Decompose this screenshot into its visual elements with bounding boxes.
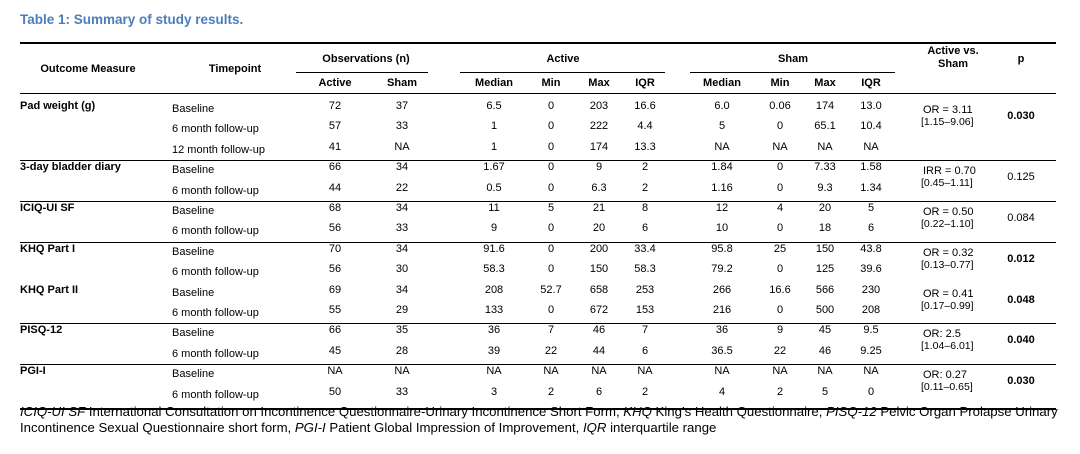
value-cell: 5 (867, 202, 875, 214)
header-subcolumn: Median (475, 77, 513, 89)
confidence-interval: [0.22–1.10] (921, 218, 974, 230)
p-value: 0.125 (1007, 171, 1035, 184)
value-cell: 52.7 (540, 283, 562, 296)
value-cell: 200 (589, 242, 609, 255)
header-subcolumn: Active (318, 77, 352, 89)
value-cell: NA (394, 140, 410, 153)
value-cell: 22 (773, 344, 787, 357)
value-cell: 13.3 (634, 140, 656, 153)
header-observations: Observations (n) (322, 53, 410, 65)
outcome-measure: KHQ Part II (20, 283, 79, 296)
value-cell: 9.5 (863, 324, 879, 337)
value-cell: NA (863, 140, 879, 153)
value-cell: 0 (776, 222, 784, 235)
footnote-definition: interquartile range (606, 420, 717, 435)
value-cell: 44 (328, 181, 342, 194)
timepoint: Baseline (172, 103, 215, 115)
timepoint: Baseline (172, 245, 215, 258)
value-cell: 66 (328, 161, 342, 174)
header-comparison-line1: Active vs. (927, 45, 979, 57)
value-cell: 5 (821, 385, 829, 398)
value-cell: 2 (641, 181, 649, 194)
confidence-interval: [1.15–9.06] (921, 116, 974, 128)
value-cell: 203 (589, 100, 609, 112)
header-subcolumn: Min (541, 77, 561, 89)
value-cell: 7.33 (814, 161, 836, 174)
footnote-abbreviation: ICIQ-UI SF (20, 404, 86, 419)
confidence-interval: [0.45–1.11] (921, 177, 973, 190)
timepoint: 6 month follow-up (172, 307, 259, 319)
value-cell: 2 (641, 161, 649, 174)
value-cell: NA (327, 365, 343, 378)
value-cell: 0 (547, 263, 555, 276)
outcome-measure: 3-day bladder diary (20, 161, 121, 174)
active-rule (460, 72, 665, 73)
footnote-abbreviation: PGI-I (294, 420, 326, 435)
value-cell: 566 (815, 283, 835, 296)
timepoint: 6 month follow-up (172, 225, 259, 238)
value-cell: 34 (395, 202, 409, 214)
timepoint: 6 month follow-up (172, 184, 259, 197)
value-cell: 21 (592, 202, 606, 214)
value-cell: 7 (547, 324, 555, 337)
value-cell: 9 (776, 324, 784, 337)
value-cell: 3 (490, 385, 498, 398)
value-cell: 6.0 (714, 100, 730, 112)
effect-estimate: OR = 0.32 (923, 246, 974, 259)
confidence-interval: [0.11–0.65] (921, 381, 973, 394)
value-cell: NA (714, 140, 730, 153)
value-cell: 2 (641, 385, 649, 398)
header-sham: Sham (778, 53, 808, 65)
value-cell: 79.2 (711, 263, 733, 276)
value-cell: 253 (635, 283, 655, 296)
confidence-interval: [0.17–0.99] (921, 299, 974, 312)
value-cell: 6 (595, 385, 603, 398)
value-cell: 28 (395, 344, 409, 357)
value-cell: 6.3 (591, 181, 607, 194)
value-cell: 174 (815, 100, 835, 112)
value-cell: 9 (490, 222, 498, 235)
value-cell: 216 (712, 304, 732, 316)
effect-estimate: IRR = 0.70 (923, 165, 976, 178)
value-cell: 39 (487, 344, 501, 357)
value-cell: 11 (488, 202, 500, 214)
value-cell: 4 (718, 385, 726, 398)
timepoint: 12 month follow-up (172, 143, 265, 156)
value-cell: 20 (818, 202, 832, 214)
table-title: Table 1: Summary of study results. (20, 12, 244, 27)
value-cell: 0 (547, 222, 555, 235)
value-cell: 33.4 (634, 242, 656, 255)
value-cell: 36 (715, 324, 729, 337)
value-cell: 35 (395, 324, 409, 337)
value-cell: 266 (712, 283, 732, 296)
value-cell: 58.3 (634, 263, 656, 276)
value-cell: NA (817, 140, 833, 153)
header-subcolumn: Sham (387, 77, 417, 89)
value-cell: NA (772, 365, 788, 378)
value-cell: 43.8 (860, 242, 882, 255)
value-cell: 33 (395, 120, 409, 133)
effect-estimate: OR = 3.11 (923, 104, 973, 116)
outcome-measure: ICIQ-UI SF (20, 202, 75, 214)
header-subcolumn: IQR (861, 77, 881, 89)
value-cell: 1.16 (711, 181, 733, 194)
value-cell: 0 (867, 385, 875, 398)
outcome-measure: PGI-I (20, 365, 46, 378)
effect-estimate: OR = 0.50 (923, 206, 974, 218)
group-divider (20, 160, 1056, 161)
value-cell: NA (591, 365, 607, 378)
value-cell: 25 (773, 242, 787, 255)
value-cell: 95.8 (711, 242, 733, 255)
value-cell: 39.6 (860, 263, 882, 276)
value-cell: 1.58 (860, 161, 882, 174)
value-cell: 65.1 (814, 120, 836, 133)
value-cell: NA (772, 140, 788, 153)
value-cell: 2 (776, 385, 784, 398)
value-cell: 34 (395, 283, 409, 296)
value-cell: 0 (776, 263, 784, 276)
value-cell: 45 (328, 344, 342, 357)
value-cell: 36.5 (711, 344, 733, 357)
value-cell: 133 (484, 304, 504, 316)
value-cell: 58.3 (483, 263, 505, 276)
footnote-abbreviation: KHQ (623, 404, 652, 419)
value-cell: 6 (867, 222, 875, 235)
value-cell: 208 (484, 283, 504, 296)
sham-rule (690, 72, 895, 73)
value-cell: 46 (592, 324, 606, 337)
footnote-abbreviation: PISQ-12 (826, 404, 877, 419)
value-cell: 1.34 (860, 181, 882, 194)
value-cell: 37 (395, 100, 409, 112)
value-cell: 9.3 (817, 181, 833, 194)
header-p: p (1017, 53, 1025, 65)
value-cell: 8 (641, 202, 649, 214)
value-cell: 6 (641, 222, 649, 235)
value-cell: 0 (547, 181, 555, 194)
header-subcolumn: Median (703, 77, 741, 89)
value-cell: 125 (815, 263, 835, 276)
value-cell: NA (543, 365, 559, 378)
value-cell: 0 (547, 161, 555, 174)
confidence-interval: [0.13–0.77] (921, 258, 974, 271)
value-cell: 672 (589, 304, 609, 316)
value-cell: 2 (547, 385, 555, 398)
effect-estimate: OR: 0.27 (923, 369, 968, 382)
value-cell: 0 (547, 140, 555, 153)
timepoint: Baseline (172, 164, 215, 177)
value-cell: 33 (395, 385, 409, 398)
value-cell: 1.67 (483, 161, 505, 174)
value-cell: 500 (815, 304, 835, 316)
value-cell: 222 (589, 120, 609, 133)
value-cell: 6 (641, 344, 649, 357)
value-cell: 150 (589, 263, 609, 276)
value-cell: 57 (328, 120, 342, 133)
value-cell: 34 (395, 242, 409, 255)
value-cell: 50 (328, 385, 342, 398)
effect-estimate: OR: 2.5 (923, 328, 961, 341)
value-cell: NA (394, 365, 410, 378)
header-top-rule (20, 42, 1056, 44)
value-cell: 55 (328, 304, 342, 316)
value-cell: 22 (544, 344, 558, 357)
value-cell: 10.4 (860, 120, 882, 133)
value-cell: 69 (328, 283, 342, 296)
value-cell: 91.6 (483, 242, 505, 255)
value-cell: 46 (818, 344, 832, 357)
p-value: 0.030 (1007, 375, 1035, 388)
value-cell: 33 (395, 222, 409, 235)
header-subcolumn: IQR (635, 77, 655, 89)
footnote-definition: International Consultation on Incontinence Questionnaire-Urinary Incontinence Short Form, (85, 404, 624, 419)
value-cell: 16.6 (769, 283, 791, 296)
group-divider (20, 201, 1056, 202)
p-value: 0.084 (1007, 212, 1035, 224)
footnote-definition: King’s Health Questionnaire, (651, 404, 827, 419)
value-cell: 66 (328, 324, 342, 337)
value-cell: 153 (635, 304, 655, 316)
value-cell: 12 (715, 202, 729, 214)
timepoint: 6 month follow-up (172, 347, 259, 360)
value-cell: 230 (861, 283, 881, 296)
timepoint: Baseline (172, 368, 215, 381)
header-timepoint: Timepoint (208, 63, 262, 75)
p-value: 0.040 (1007, 334, 1035, 347)
value-cell: 0 (547, 120, 555, 133)
timepoint: Baseline (172, 205, 215, 217)
value-cell: 30 (395, 263, 409, 276)
p-value: 0.012 (1007, 252, 1035, 265)
value-cell: 0 (776, 161, 784, 174)
timepoint: Baseline (172, 286, 215, 299)
effect-estimate: OR = 0.41 (923, 287, 974, 300)
value-cell: 0 (776, 120, 784, 133)
footnote-definition: Patient Global Impression of Improvement, (325, 420, 583, 435)
p-value: 0.048 (1007, 293, 1035, 306)
value-cell: 44 (592, 344, 606, 357)
group-divider (20, 242, 1056, 243)
value-cell: 22 (395, 181, 409, 194)
value-cell: NA (863, 365, 879, 378)
footnote-definition: Pelvic Organ Prolapse Urinary Incontinence Sexual Questionnaire short form, (20, 404, 1058, 435)
value-cell: NA (637, 365, 653, 378)
value-cell: 208 (861, 304, 881, 316)
value-cell: 5 (547, 202, 555, 214)
header-outcome-measure: Outcome Measure (40, 63, 136, 75)
value-cell: NA (714, 365, 730, 378)
value-cell: 0.5 (486, 181, 502, 194)
timepoint: 6 month follow-up (172, 266, 259, 279)
value-cell: 7 (641, 324, 649, 337)
value-cell: 0.06 (769, 100, 791, 112)
header-active: Active (546, 53, 580, 65)
value-cell: 18 (818, 222, 832, 235)
value-cell: 70 (328, 242, 342, 255)
header-subcolumn: Max (814, 77, 836, 89)
timepoint: 6 month follow-up (172, 123, 259, 136)
value-cell: 4 (776, 202, 784, 214)
confidence-interval: [1.04–6.01] (921, 340, 974, 353)
value-cell: 0 (776, 181, 784, 194)
value-cell: 13.0 (860, 100, 882, 112)
value-cell: 6.5 (486, 100, 502, 112)
value-cell: 1 (490, 140, 498, 153)
footnote-abbreviation: IQR (582, 420, 607, 435)
value-cell: 9 (595, 161, 603, 174)
value-cell: 9.25 (860, 344, 882, 357)
value-cell: 150 (815, 242, 835, 255)
value-cell: 0 (776, 304, 784, 316)
value-cell: 41 (328, 140, 342, 153)
group-divider (20, 364, 1056, 365)
value-cell: 36 (487, 324, 501, 337)
outcome-measure: KHQ Part I (20, 242, 76, 255)
outcome-measure: Pad weight (g) (20, 100, 96, 112)
value-cell: 5 (718, 120, 726, 133)
p-value: 0.030 (1007, 110, 1035, 122)
value-cell: 45 (818, 324, 832, 337)
value-cell: NA (817, 365, 833, 378)
value-cell: 0 (547, 100, 555, 112)
value-cell: 72 (328, 100, 342, 112)
value-cell: 20 (592, 222, 606, 235)
value-cell: 16.6 (634, 100, 656, 112)
value-cell: 10 (715, 222, 729, 235)
value-cell: NA (486, 365, 502, 378)
timepoint: Baseline (172, 327, 215, 340)
group-divider (20, 323, 1056, 324)
value-cell: 174 (589, 140, 609, 153)
value-cell: 1 (490, 120, 498, 133)
header-bottom-rule (20, 93, 1056, 94)
outcome-measure: PISQ-12 (20, 324, 63, 337)
value-cell: 68 (328, 202, 342, 214)
timepoint: 6 month follow-up (172, 388, 259, 401)
value-cell: 56 (328, 222, 342, 235)
header-subcolumn: Min (770, 77, 790, 89)
value-cell: 1.84 (711, 161, 733, 174)
observations-rule (296, 72, 428, 73)
value-cell: 0 (547, 304, 555, 316)
value-cell: 56 (328, 263, 342, 276)
table-footnote (20, 404, 1060, 436)
header-comparison-line2: Sham (938, 58, 968, 70)
value-cell: 34 (395, 161, 409, 174)
header-subcolumn: Max (588, 77, 610, 89)
value-cell: 0 (547, 242, 555, 255)
value-cell: 29 (395, 304, 409, 316)
value-cell: 658 (589, 283, 609, 296)
value-cell: 4.4 (637, 120, 653, 133)
